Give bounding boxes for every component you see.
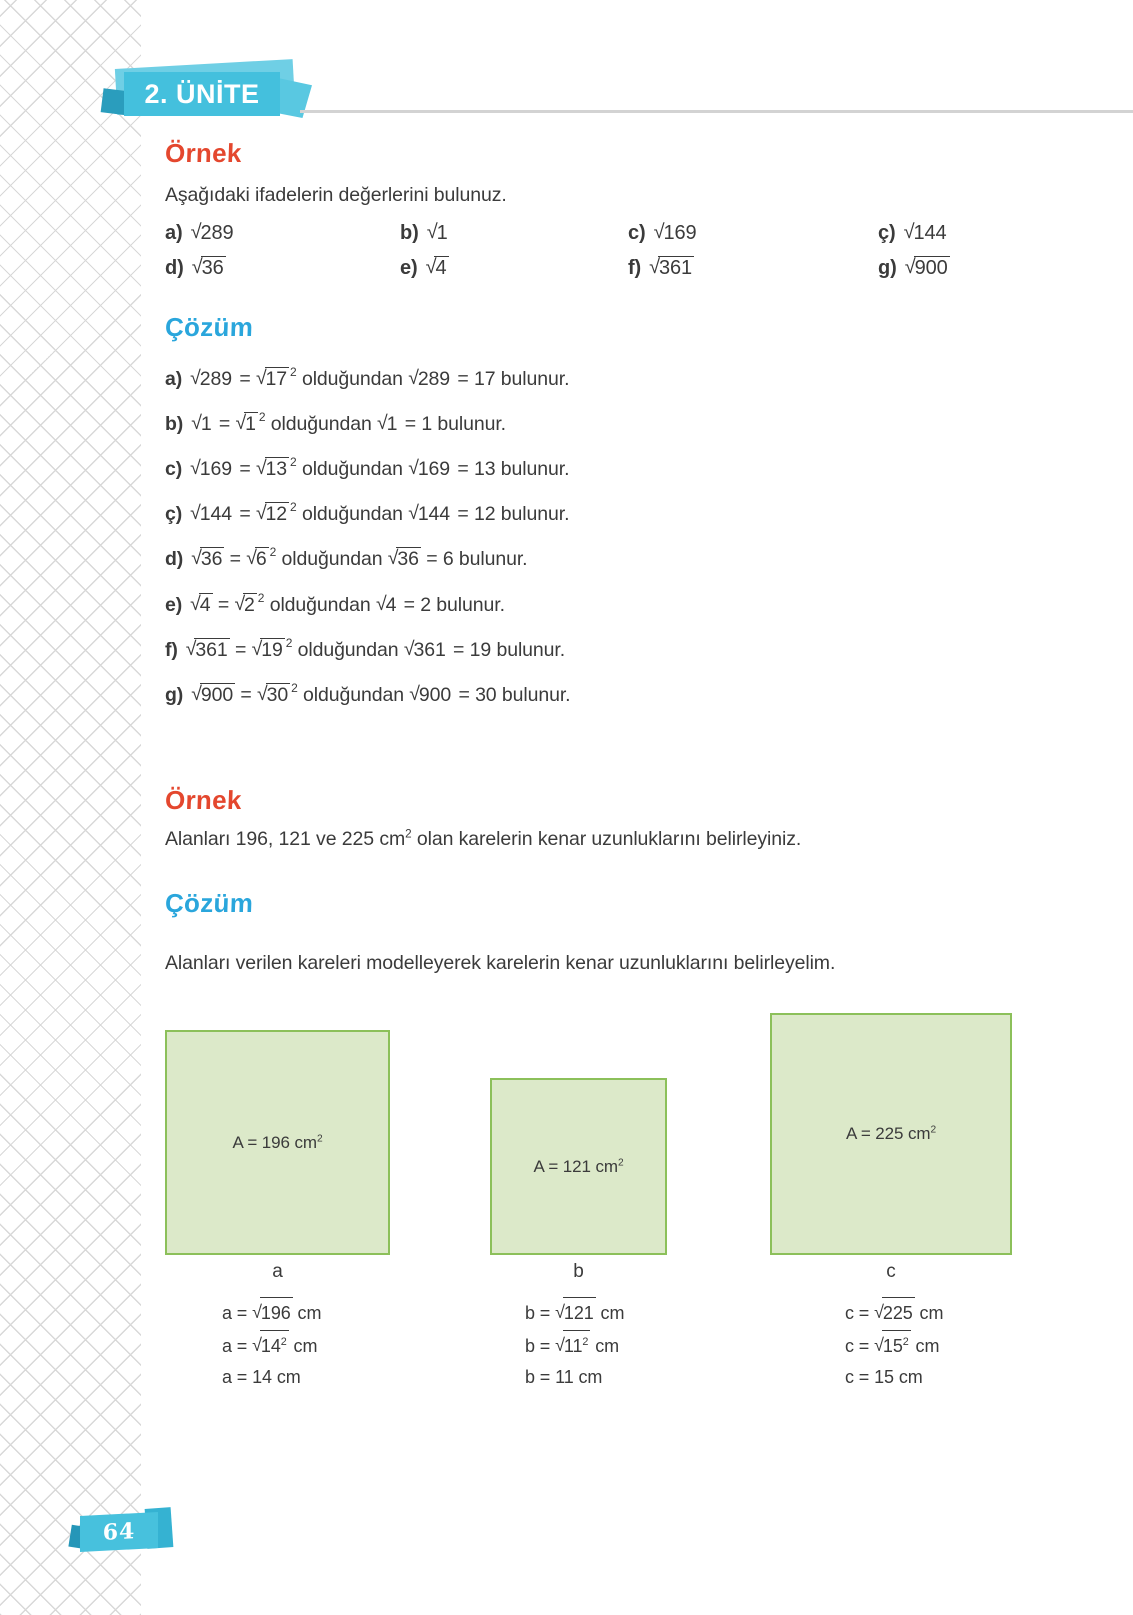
expression-item bbox=[400, 222, 628, 245]
item-label: d) bbox=[165, 257, 184, 279]
example1-items bbox=[165, 222, 1065, 280]
expression-item bbox=[165, 256, 400, 280]
radical-icon: √ bbox=[903, 221, 915, 243]
radical-icon: √ bbox=[251, 637, 263, 660]
solution-label: a) bbox=[165, 367, 183, 390]
sqrt-expression: √1 bbox=[426, 221, 448, 244]
solution-label: d) bbox=[165, 548, 184, 571]
sqrt-expression: √36 bbox=[191, 256, 224, 279]
expression-item bbox=[165, 222, 400, 245]
example1-solutions bbox=[165, 356, 570, 718]
radical-icon: √ bbox=[555, 1302, 565, 1322]
sqrt-expression: √36 bbox=[191, 547, 223, 571]
side-label: b bbox=[573, 1261, 584, 1282]
item-label: a) bbox=[165, 222, 183, 244]
radical-icon: √ bbox=[408, 456, 419, 479]
sqrt-expression: √169 bbox=[408, 456, 451, 480]
radical-icon: √ bbox=[408, 366, 419, 389]
radical-icon: √ bbox=[191, 682, 202, 705]
crosshatch-pattern bbox=[0, 0, 141, 1615]
solution-label: e) bbox=[165, 593, 183, 616]
solution-label: b) bbox=[165, 412, 184, 435]
unit-banner bbox=[96, 64, 316, 124]
sqrt-expression: √289 bbox=[190, 366, 232, 390]
square-model-b bbox=[490, 1078, 667, 1255]
header-rule bbox=[300, 110, 1133, 113]
sqrt-expression: √36 bbox=[387, 547, 419, 571]
derivation-line: $c = √15^2$ cm bbox=[845, 1330, 943, 1363]
prompt-text: olan karelerin kenar uzunluklarını belirleyiniz. bbox=[411, 828, 802, 850]
solution-text: olduğundan bbox=[276, 548, 388, 571]
unit-title: 2. ÜNİTE bbox=[124, 72, 280, 116]
solution-line: g) √900 = √30 $^2$ olduğundan √900 = 30 bulunur. bbox=[165, 680, 571, 706]
derivation-column bbox=[222, 1297, 321, 1394]
solution-text: olduğundan bbox=[292, 638, 404, 661]
radical-icon: √ bbox=[377, 411, 388, 434]
sqrt-expression: √1 bbox=[191, 411, 212, 435]
radical-icon: √ bbox=[190, 502, 201, 525]
sqrt-expression: √6 bbox=[246, 547, 267, 571]
derivation-line: $b = √11^2$ cm bbox=[525, 1330, 624, 1363]
derivation-line: b = √121 cm bbox=[525, 1297, 624, 1330]
radical-icon: √ bbox=[191, 547, 202, 570]
solution-text: olduğundan bbox=[265, 412, 378, 435]
side-label: c bbox=[886, 1261, 896, 1282]
sqrt-expression: √900 bbox=[409, 682, 452, 706]
radical-icon: √ bbox=[190, 456, 201, 479]
sqrt-expression: √121 bbox=[555, 1297, 596, 1330]
radical-icon: √ bbox=[190, 366, 201, 389]
solution-label: g) bbox=[165, 683, 184, 706]
derivation-column bbox=[525, 1297, 624, 1394]
radical-icon: √ bbox=[191, 256, 203, 278]
expression-item bbox=[400, 256, 628, 280]
square-model-c bbox=[770, 1013, 1012, 1255]
item-label: ç) bbox=[878, 222, 896, 244]
sqrt-expression: √1 bbox=[235, 411, 256, 435]
solution-line: a) √289 = √17 $^2$ olduğundan √289 = 17 bulunur. bbox=[165, 364, 570, 390]
sqrt-expression: √17 bbox=[255, 366, 288, 390]
sqrt-expression: √361 bbox=[649, 256, 693, 279]
solution-label: f) bbox=[165, 638, 178, 661]
radical-icon: √ bbox=[408, 502, 419, 525]
radical-icon: √ bbox=[426, 221, 438, 243]
prompt-superscript: 2 bbox=[405, 827, 412, 841]
radical-icon: √ bbox=[904, 256, 916, 278]
radical-icon: √ bbox=[387, 547, 399, 570]
sqrt-expression: $√11^2$ bbox=[555, 1330, 590, 1363]
expression-item bbox=[878, 222, 1065, 245]
solution-line: b) √1 = √1 $^2$ olduğundan √1 = 1 bulunur. bbox=[165, 409, 506, 435]
solution-line: c) √169 = √13 $^2$ olduğundan √169 = 13 bulunur. bbox=[165, 454, 570, 480]
item-label: f) bbox=[628, 257, 642, 279]
radical-icon: √ bbox=[649, 256, 661, 278]
example2-prompt bbox=[165, 828, 801, 851]
radical-icon: √ bbox=[874, 1334, 884, 1355]
derivation-line: c = 15 cm bbox=[845, 1367, 923, 1387]
sqrt-expression: √144 bbox=[903, 221, 947, 244]
sqrt-expression: √289 bbox=[190, 221, 234, 244]
sqrt-expression: √169 bbox=[190, 456, 232, 480]
item-label: c) bbox=[628, 222, 646, 244]
solution-label: ç) bbox=[165, 503, 183, 526]
radical-icon: √ bbox=[257, 682, 268, 705]
solution1-heading: Çözüm bbox=[164, 312, 254, 342]
solution-text: olduğundan bbox=[297, 683, 410, 706]
radical-icon: √ bbox=[255, 456, 267, 479]
radical-icon: √ bbox=[375, 592, 387, 615]
sqrt-expression: √30 bbox=[257, 682, 289, 706]
item-label: b) bbox=[400, 222, 419, 244]
sqrt-expression: √4 bbox=[375, 592, 397, 616]
derivation-line: b = 11 cm bbox=[525, 1367, 603, 1387]
sqrt-expression: √19 bbox=[251, 637, 283, 661]
solution-line: f) √361 = √19 $^2$ olduğundan √361 = 19 bulunur. bbox=[165, 635, 566, 661]
radical-icon: √ bbox=[252, 1302, 262, 1322]
sqrt-expression: √13 bbox=[255, 456, 288, 480]
derivation-line: c = √225 cm bbox=[845, 1297, 943, 1330]
solution-text: olduğundan bbox=[296, 367, 409, 390]
sqrt-expression: √361 bbox=[403, 637, 446, 661]
derivation-line: a = √196 cm bbox=[222, 1297, 321, 1330]
radical-icon: √ bbox=[255, 502, 267, 525]
example2-heading: Örnek bbox=[164, 785, 243, 815]
solution2-intro: Alanları verilen kareleri modelleyerek karelerin kenar uzunluklarını belirleyelim. bbox=[165, 952, 836, 974]
example1-prompt: Aşağıdaki ifadelerin değerlerini bulunuz. bbox=[165, 184, 507, 206]
item-label: e) bbox=[400, 257, 418, 279]
radical-icon: √ bbox=[234, 592, 246, 615]
radical-icon: √ bbox=[409, 682, 420, 705]
radical-icon: √ bbox=[246, 547, 257, 570]
radical-icon: √ bbox=[255, 366, 267, 389]
sqrt-expression: √900 bbox=[191, 682, 234, 706]
side-label: a bbox=[272, 1261, 283, 1282]
expression-item bbox=[628, 256, 878, 280]
sqrt-expression: √900 bbox=[904, 256, 948, 279]
radical-icon: √ bbox=[653, 221, 665, 243]
expression-item bbox=[628, 222, 878, 245]
sqrt-expression: √225 bbox=[874, 1297, 915, 1330]
derivation-line: $a = √14^2$ cm bbox=[222, 1330, 321, 1363]
radical-icon: √ bbox=[190, 221, 202, 243]
expression-item bbox=[878, 256, 1065, 280]
sqrt-expression: √2 bbox=[234, 592, 255, 616]
sqrt-expression: √169 bbox=[653, 221, 697, 244]
radical-icon: √ bbox=[555, 1334, 565, 1355]
area-label: A = 196 $cm^2$ bbox=[232, 1132, 323, 1152]
radical-icon: √ bbox=[191, 411, 202, 434]
derivation-column bbox=[845, 1297, 943, 1394]
solution-text: olduğundan bbox=[296, 457, 409, 480]
solution-label: c) bbox=[165, 457, 183, 480]
prompt-text: Alanları 196, 121 ve 225 cm bbox=[165, 828, 406, 850]
sqrt-expression: √144 bbox=[190, 502, 232, 526]
area-label: A = 225 $cm^2$ bbox=[845, 1124, 937, 1143]
solution-line: e) √4 = √2 $^2$ olduğundan √4 = 2 bulunur. bbox=[165, 590, 505, 616]
radical-icon: √ bbox=[874, 1302, 884, 1322]
page-number: 64 bbox=[80, 1512, 158, 1552]
radical-icon: √ bbox=[403, 637, 415, 660]
sqrt-expression: $√14^2$ bbox=[252, 1330, 289, 1363]
solution2-heading: Çözüm bbox=[164, 888, 254, 918]
square-model-a bbox=[165, 1030, 390, 1255]
sqrt-expression: $√15^2$ bbox=[874, 1330, 911, 1363]
radical-icon: √ bbox=[235, 411, 247, 434]
derivation-line: a = 14 cm bbox=[222, 1367, 301, 1387]
radical-icon: √ bbox=[190, 592, 201, 615]
area-label: A = 121 $cm^2$ bbox=[533, 1156, 624, 1176]
example1-heading: Örnek bbox=[164, 138, 243, 168]
solution-text: olduğundan bbox=[296, 503, 409, 526]
sqrt-expression: √361 bbox=[185, 637, 228, 661]
sqrt-expression: √144 bbox=[408, 502, 451, 526]
sqrt-expression: √289 bbox=[408, 366, 451, 390]
item-label: g) bbox=[878, 257, 897, 279]
page-number-ribbon bbox=[68, 1500, 174, 1560]
sqrt-expression: √12 bbox=[255, 502, 288, 526]
sqrt-expression: √196 bbox=[252, 1297, 293, 1330]
solution-text: olduğundan bbox=[264, 593, 376, 616]
radical-icon: √ bbox=[425, 256, 437, 278]
sqrt-expression: √4 bbox=[190, 592, 211, 616]
sqrt-expression: √4 bbox=[425, 256, 447, 279]
sqrt-expression: √1 bbox=[377, 411, 398, 435]
solution-line: d) √36 = √6 $^2$ olduğundan √36 = 6 bulunur. bbox=[165, 545, 528, 571]
radical-icon: √ bbox=[185, 637, 197, 660]
radical-icon: √ bbox=[252, 1334, 262, 1355]
solution-line: ç) √144 = √12 $^2$ olduğundan √144 = 12 bulunur. bbox=[165, 500, 570, 526]
